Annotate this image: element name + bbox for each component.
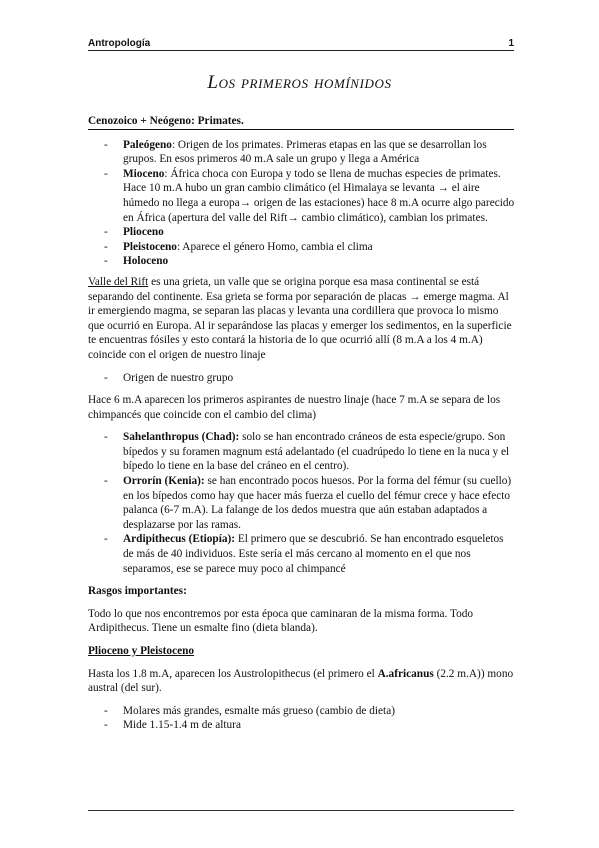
footer-rule xyxy=(88,810,514,811)
section-heading-cenozoico: Cenozoico + Neógeno: Primates. xyxy=(88,114,514,130)
list-item: - Origen de nuestro grupo xyxy=(104,371,516,386)
list-item xyxy=(104,240,516,255)
hominid-list xyxy=(88,430,516,576)
rasgos-paragraph: Todo lo que nos encontremos por esta época que caminaran de la misma forma. Todo Ardipithecus. Tiene un esmalte fino (dieta blanda). xyxy=(88,607,474,635)
species-text: El primero que se descubrió. Se han encontrado esqueletos de más de 40 individuos. Este sería el más cercano al momento en el que nos separamos, ese se parece muy poco al chimpancé xyxy=(123,533,504,575)
document-body xyxy=(88,114,516,733)
species-text: solo se han encontrado cráneos de esta especie/grupo. Son bípedos y su foramen magnum está adelantado (el cuadrúpedo lo tiene en la nuca y el bípedo lo tiene en la base del cráneo en el centro). xyxy=(123,431,510,473)
species-term: Ardipithecus (Etiopía): xyxy=(123,533,236,546)
list-item xyxy=(104,254,516,269)
list-item xyxy=(104,138,516,167)
header-rule xyxy=(88,50,514,51)
list-item: - Mide 1.15-1.4 m de altura xyxy=(104,718,516,733)
period-text: : Aparece el género Homo, cambia el clima xyxy=(176,240,373,253)
period-text: : Origen de los primates. Primeras etapas en las que se desarrollan los grupos. En esos primeros 40 m.A sale un grupo y llega a América xyxy=(123,138,487,166)
header-course-title: Antropología xyxy=(88,38,151,49)
period-term: Pleistoceno xyxy=(123,240,177,253)
period-list xyxy=(88,138,516,269)
page-header xyxy=(88,36,514,50)
list-item xyxy=(104,532,516,576)
period-term: Mioceno xyxy=(123,167,165,180)
list-item xyxy=(104,474,516,532)
austral-paragraph: Hasta los 1.8 m.A, aparecen los Austrolopithecus (el primero el A.africanus (2.2 m.A)) mono austral (del sur). xyxy=(88,667,514,695)
list-item xyxy=(104,430,516,474)
rasgos-heading: Rasgos importantes: xyxy=(88,585,187,598)
document-title: Los primeros homínidos xyxy=(207,72,392,93)
rift-list xyxy=(88,371,516,386)
hominid-intro: Hace 6 m.A aparecen los primeros aspirantes de nuestro linaje (hace 7 m.A se separa de los chimpancés que coincide con el cambio del clima) xyxy=(88,394,501,421)
period-term: Plioceno xyxy=(123,226,164,239)
rift-text: es una grieta, un valle que se origina porque esa masa continental se está separando del continente. Esa grieta se forma por separación de placas → emerge magma. Al ir emergiendo magma, se separan las placas y levanta una cordillera que provoca lo mismo que ocurrió en Europa. Al ir separándose las placas y emerger los sedimentos, en la superficie te encuentras fósiles y esto contará la historia de lo que ocurrió allí (8 m.A a los 4 m.A) coincide con el origen de nuestro linaje xyxy=(88,275,512,361)
species-text: se han encontrado pocos huesos. Por la forma del fémur (su cuello) en los bípedos como hay que hacer más fuerza el cuello del fémur crece y hace efecto palanca (6-7 m.A). La falange de los dedos muestra que aún estaban adaptados a desplazarse por las ramas. xyxy=(123,475,512,531)
species-name: A.africanus xyxy=(377,667,434,680)
period-term: Holoceno xyxy=(123,255,169,268)
section-heading-plioceno: Plioceno y Pleistoceno xyxy=(88,645,195,657)
species-term: Orrorín (Kenia): xyxy=(123,475,205,488)
header-page-number: 1 xyxy=(508,38,514,49)
list-item: - Molares más grandes, esmalte más grueso (cambio de dieta) xyxy=(104,704,516,719)
species-term: Sahelanthropus (Chad): xyxy=(123,431,240,444)
period-term: Paleógeno xyxy=(123,138,172,151)
rift-term: Valle del Rift xyxy=(88,275,149,288)
list-item xyxy=(104,167,516,225)
rift-paragraph xyxy=(88,275,516,363)
austral-list xyxy=(88,704,516,733)
period-text: : África choca con Europa y todo se llena de muchas especies de primates. Hace 10 m.A hubo un gran cambio climático (el Himalaya se levanta → el aire húmedo no llega a europa→ origen de las estaciones) hace 8 m.A ocurre algo parecido en África (apertura del valle del Rift→ cambio climático), cambian los primates. xyxy=(123,167,515,224)
list-item xyxy=(104,225,516,240)
